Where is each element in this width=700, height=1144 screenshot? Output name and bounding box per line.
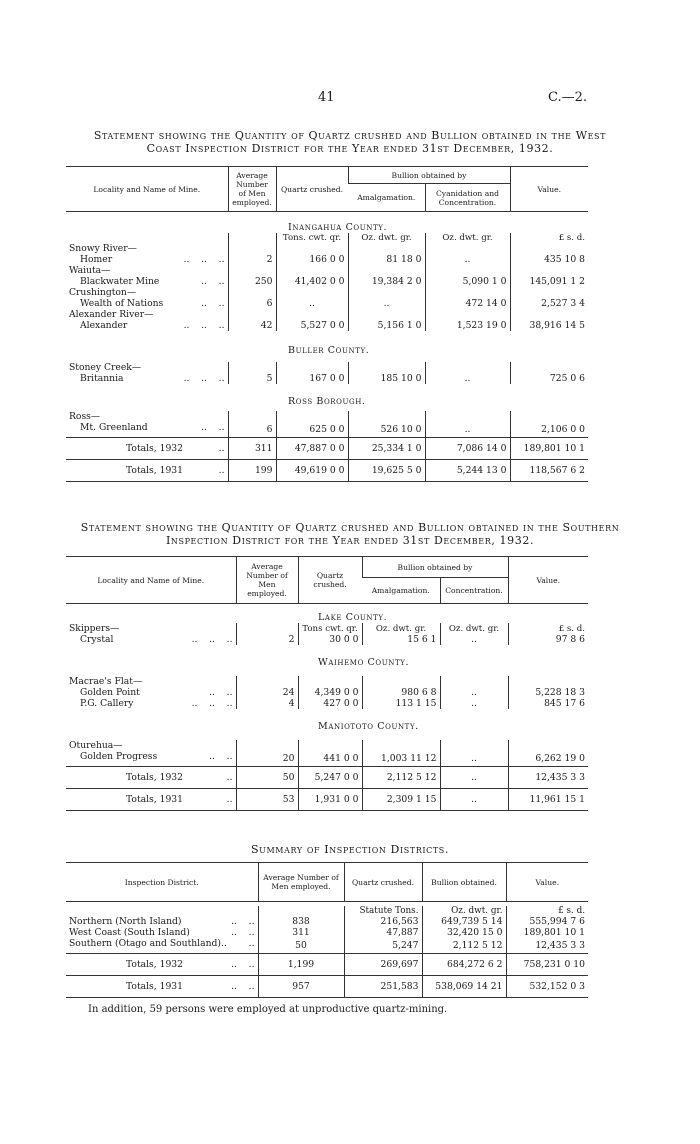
amalgamation-cell: 25,334 1 0 (348, 438, 425, 460)
amalgamation-cell: 113 1 15 (362, 698, 440, 709)
totals-label: Totals, 1932 (126, 959, 183, 970)
concentration-cell: .. (440, 751, 508, 767)
totals-row: Totals, 1932 .. 50 5,247 0 0 2,112 5 12 .. 12,435 3 3 (66, 767, 588, 789)
totals-row: Totals, 1932 .. 311 47,887 0 0 25,334 1 0 7,086 14 0 189,801 10 1 (66, 438, 588, 460)
amalgamation-cell: 2,309 1 15 (362, 789, 440, 811)
table-row: Mt. Greenland .. .. 6 625 0 0 526 10 0 .. 2,106 0 0 (66, 422, 588, 438)
locality-heading: Alexander River— (69, 309, 154, 320)
quartz-cell: 1,931 0 0 (298, 789, 362, 811)
col-header-cyanidation: Cyanidation and Concentration. (425, 184, 510, 212)
totals-label: Totals, 1932 (126, 772, 183, 783)
men-cell: 1,199 (258, 954, 344, 976)
amalgamation-cell: 185 10 0 (348, 373, 425, 384)
men-cell: 20 (236, 751, 298, 767)
mine-name: P.G. Callery (80, 698, 134, 709)
quartz-cell: 166 0 0 (276, 254, 348, 265)
men-cell: 5 (228, 373, 276, 384)
mine-name: Homer (80, 254, 113, 265)
mine-name: Wealth of Nations (80, 298, 164, 309)
men-cell: 957 (258, 976, 344, 998)
men-cell: 50 (236, 767, 298, 789)
southern-title (40, 521, 660, 547)
col-header-concentration: Concentration. (440, 578, 508, 604)
county-heading: Waihemo County. (318, 657, 410, 668)
concentration-cell: .. (440, 698, 508, 709)
men-cell: 2 (236, 634, 298, 645)
quartz-cell: 625 0 0 (276, 422, 348, 438)
locality-heading: Oturehua— (69, 740, 123, 751)
table-row (66, 411, 588, 422)
value-cell: 435 10 8 (510, 254, 588, 265)
units-label: Oz. dwt. gr. (440, 623, 508, 634)
amalgamation-cell: 19,384 2 0 (348, 276, 425, 287)
totals-label: Totals, 1931 (126, 794, 183, 805)
units-label: Oz. dwt. gr. (362, 623, 440, 634)
locality-heading: Waiuta— (69, 265, 111, 276)
totals-label: Totals, 1931 (126, 981, 183, 992)
table-row (66, 676, 588, 687)
locality-heading: Snowy River— (69, 243, 137, 254)
units-label: £ s. d. (506, 906, 588, 916)
summary-table (66, 862, 588, 998)
men-cell: 50 (258, 938, 344, 954)
value-cell: 2,527 3 4 (510, 298, 588, 309)
mine-name: Mt. Greenland (80, 422, 148, 433)
col-header-men: Average Number of Men employed. (228, 167, 276, 212)
quartz-cell: 4,349 0 0 (298, 687, 362, 698)
men-cell: 250 (228, 276, 276, 287)
concentration-cell: .. (440, 767, 508, 789)
mine-name: Golden Point (80, 687, 140, 698)
county-heading: Lake County. (318, 612, 388, 623)
quartz-cell: 47,887 0 0 (276, 438, 348, 460)
mine-name: Crystal (80, 634, 114, 645)
county-heading: Buller County. (288, 345, 370, 356)
table-row: Britannia .. .. .. 5 167 0 0 185 10 0 .. 725 0 6 (66, 373, 588, 384)
men-cell: 6 (228, 298, 276, 309)
units-label: £ s. d. (510, 233, 588, 243)
quartz-cell: 167 0 0 (276, 373, 348, 384)
amalgamation-cell: .. (348, 298, 425, 309)
county-heading: Maniototo County. (318, 721, 419, 732)
west-coast-table (66, 166, 588, 482)
value-cell: 38,916 14 5 (510, 320, 588, 331)
quartz-cell: 216,563 (344, 916, 422, 927)
county-heading: Inangahua County. (288, 222, 388, 233)
west-coast-title (40, 129, 660, 155)
value-cell: 118,567 6 2 (510, 460, 588, 482)
table-row (66, 362, 588, 373)
southern-title-line1: Statement showing the Quantity of Quartz crushed and Bullion obtained in the Southern (80, 521, 620, 534)
quartz-cell: 269,697 (344, 954, 422, 976)
quartz-cell: 49,619 0 0 (276, 460, 348, 482)
value-cell: 725 0 6 (510, 373, 588, 384)
district-name: Northern (North Island) (69, 916, 182, 927)
concentration-cell: .. (440, 634, 508, 645)
cyanidation-cell: .. (425, 373, 510, 384)
col-header-locality: Locality and Name of Mine. (93, 184, 201, 194)
quartz-cell: 41,402 0 0 (276, 276, 348, 287)
totals-label: Totals, 1932 (126, 443, 183, 454)
table-row: Crystal .. .. .. 2 30 0 0 15 6 1 .. 97 8 6 (66, 634, 588, 645)
totals-label: Totals, 1931 (126, 465, 183, 476)
value-cell: 2,106 0 0 (510, 422, 588, 438)
value-cell: 5,228 18 3 (508, 687, 588, 698)
value-cell: 555,994 7 6 (506, 916, 588, 927)
cyanidation-cell: 5,090 1 0 (425, 276, 510, 287)
col-header-bullion: Bullion obtained. (422, 863, 506, 902)
col-header-value: Value. (508, 557, 588, 604)
bullion-cell: 32,420 15 0 (422, 927, 506, 938)
locality-heading: Skippers— (69, 623, 120, 634)
west-coast-title-line1: Statement showing the Quantity of Quartz crushed and Bullion obtained in the West (93, 129, 607, 142)
page-number: 41 (318, 90, 335, 105)
footnote: In addition, 59 persons were employed at unproductive quartz-mining. (88, 1004, 448, 1015)
units-label: Statute Tons. (344, 906, 422, 916)
table-row: West Coast (South Island) .. .. 311 47,887 32,420 15 0 189,801 10 1 (66, 927, 588, 938)
table-row (66, 287, 588, 298)
col-header-value: Value. (506, 863, 588, 902)
southern-title-line2: Inspection District for the Year ended 31st December, 1932. (165, 534, 535, 547)
amalgamation-cell: 1,003 11 12 (362, 751, 440, 767)
men-cell: 4 (236, 698, 298, 709)
col-header-amalgamation: Amalgamation. (371, 586, 430, 596)
value-cell: 189,801 10 1 (510, 438, 588, 460)
value-cell: 6,262 19 0 (508, 751, 588, 767)
col-header-amalgamation: Amalgamation. (357, 193, 416, 203)
bullion-cell: 2,112 5 12 (422, 938, 506, 954)
amalgamation-cell: 15 6 1 (362, 634, 440, 645)
amalgamation-cell: 81 18 0 (348, 254, 425, 265)
men-cell: 311 (228, 438, 276, 460)
units-label: Oz. dwt. gr. (422, 906, 506, 916)
document-reference: C.—2. (548, 90, 588, 105)
table-row: Southern (Otago and Southland).. .. 50 5,247 2,112 5 12 12,435 3 3 (66, 938, 588, 954)
quartz-cell: 5,527 0 0 (276, 320, 348, 331)
col-header-district: Inspection District. (124, 877, 199, 887)
units-label: Oz. dwt. gr. (425, 233, 510, 243)
quartz-cell: 5,247 (344, 938, 422, 954)
col-header-locality: Locality and Name of Mine. (97, 575, 205, 585)
table-row: Northern (North Island) .. .. 838 216,563 649,739 5 14 555,994 7 6 (66, 916, 588, 927)
totals-row: Totals, 1931 .. 199 49,619 0 0 19,625 5 0 5,244 13 0 118,567 6 2 (66, 460, 588, 482)
table-row: Wealth of Nations .. .. 6 .. .. 472 14 0 2,527 3 4 (66, 298, 588, 309)
quartz-cell: 47,887 (344, 927, 422, 938)
col-header-bullion: Bullion obtained by (362, 557, 508, 578)
col-header-value: Value. (510, 167, 588, 212)
summary-title: Summary of Inspection Districts. (251, 843, 449, 856)
totals-row: Totals, 1931 .. .. 957 251,583 538,069 14 21 532,152 0 3 (66, 976, 588, 998)
table-row (66, 309, 588, 320)
value-cell: 12,435 3 3 (508, 767, 588, 789)
units-label: Oz. dwt. gr. (348, 233, 425, 243)
men-cell: 311 (258, 927, 344, 938)
quartz-cell: 441 0 0 (298, 751, 362, 767)
locality-heading: Macrae's Flat— (69, 676, 143, 687)
value-cell: 532,152 0 3 (506, 976, 588, 998)
col-header-men: Average Number of Men employed. (258, 863, 344, 902)
amalgamation-cell: 5,156 1 0 (348, 320, 425, 331)
table-row: Blackwater Mine .. .. 250 41,402 0 0 19,384 2 0 5,090 1 0 145,091 1 2 (66, 276, 588, 287)
mine-name: Britannia (80, 373, 124, 384)
amalgamation-cell: 19,625 5 0 (348, 460, 425, 482)
totals-row: Totals, 1932 .. .. 1,199 269,697 684,272 6 2 758,231 0 10 (66, 954, 588, 976)
col-header-quartz: Quartz crushed. (276, 167, 348, 212)
bullion-cell: 538,069 14 21 (422, 976, 506, 998)
bullion-cell: 649,739 5 14 (422, 916, 506, 927)
value-cell: 758,231 0 10 (506, 954, 588, 976)
table-row: Golden Progress .. .. 20 441 0 0 1,003 11 12 .. 6,262 19 0 (66, 751, 588, 767)
units-label: Tons cwt. qr. (298, 623, 362, 634)
quartz-cell: 5,247 0 0 (298, 767, 362, 789)
locality-heading: Stoney Creek— (69, 362, 142, 373)
table-row: Homer .. .. .. 2 166 0 0 81 18 0 .. 435 10 8 (66, 254, 588, 265)
value-cell: 189,801 10 1 (506, 927, 588, 938)
bullion-cell: 684,272 6 2 (422, 954, 506, 976)
table-row: P.G. Callery .. .. .. 4 427 0 0 113 1 15 .. 845 17 6 (66, 698, 588, 709)
men-cell: 2 (228, 254, 276, 265)
district-name: Southern (Otago and Southland).. (69, 938, 227, 949)
mine-name: Alexander (80, 320, 128, 331)
value-cell: 12,435 3 3 (506, 938, 588, 954)
col-header-quartz: Quartz crushed. (298, 557, 362, 604)
men-cell: 53 (236, 789, 298, 811)
col-header-men: Average Number of Men employed. (236, 557, 298, 604)
cyanidation-cell: .. (425, 422, 510, 438)
concentration-cell: .. (440, 687, 508, 698)
value-cell: 11,961 15 1 (508, 789, 588, 811)
cyanidation-cell: 1,523 19 0 (425, 320, 510, 331)
table-row (66, 243, 588, 254)
amalgamation-cell: 2,112 5 12 (362, 767, 440, 789)
cyanidation-cell: .. (425, 254, 510, 265)
west-coast-title-line2: Coast Inspection District for the Year ended 31st December, 1932. (146, 142, 554, 155)
quartz-cell: 251,583 (344, 976, 422, 998)
amalgamation-cell: 980 6 8 (362, 687, 440, 698)
col-header-quartz: Quartz crushed. (344, 863, 422, 902)
men-cell: 6 (228, 422, 276, 438)
men-cell: 838 (258, 916, 344, 927)
value-cell: 145,091 1 2 (510, 276, 588, 287)
men-cell: 42 (228, 320, 276, 331)
county-heading: Ross Borough. (288, 396, 366, 407)
quartz-cell: .. (276, 298, 348, 309)
col-header-bullion: Bullion obtained by (348, 167, 510, 184)
amalgamation-cell: 526 10 0 (348, 422, 425, 438)
value-cell: 845 17 6 (508, 698, 588, 709)
quartz-cell: 427 0 0 (298, 698, 362, 709)
cyanidation-cell: 5,244 13 0 (425, 460, 510, 482)
locality-heading: Ross— (69, 411, 101, 422)
value-cell: 97 8 6 (508, 634, 588, 645)
totals-row: Totals, 1931 .. 53 1,931 0 0 2,309 1 15 .. 11,961 15 1 (66, 789, 588, 811)
table-row: Golden Point .. .. 24 4,349 0 0 980 6 8 .. 5,228 18 3 (66, 687, 588, 698)
cyanidation-cell: 7,086 14 0 (425, 438, 510, 460)
table-row: Alexander .. .. .. 42 5,527 0 0 5,156 1 0 1,523 19 0 38,916 14 5 (66, 320, 588, 331)
locality-heading: Crushington— (69, 287, 137, 298)
mine-name: Blackwater Mine (80, 276, 160, 287)
men-cell: 199 (228, 460, 276, 482)
mine-name: Golden Progress (80, 751, 158, 762)
southern-table (66, 556, 588, 811)
table-row (66, 740, 588, 751)
men-cell: 24 (236, 687, 298, 698)
table-row (66, 265, 588, 276)
concentration-cell: .. (440, 789, 508, 811)
cyanidation-cell: 472 14 0 (425, 298, 510, 309)
units-label: £ s. d. (508, 623, 588, 634)
units-label: Tons. cwt. qr. (276, 233, 348, 243)
quartz-cell: 30 0 0 (298, 634, 362, 645)
district-name: West Coast (South Island) (69, 927, 190, 938)
